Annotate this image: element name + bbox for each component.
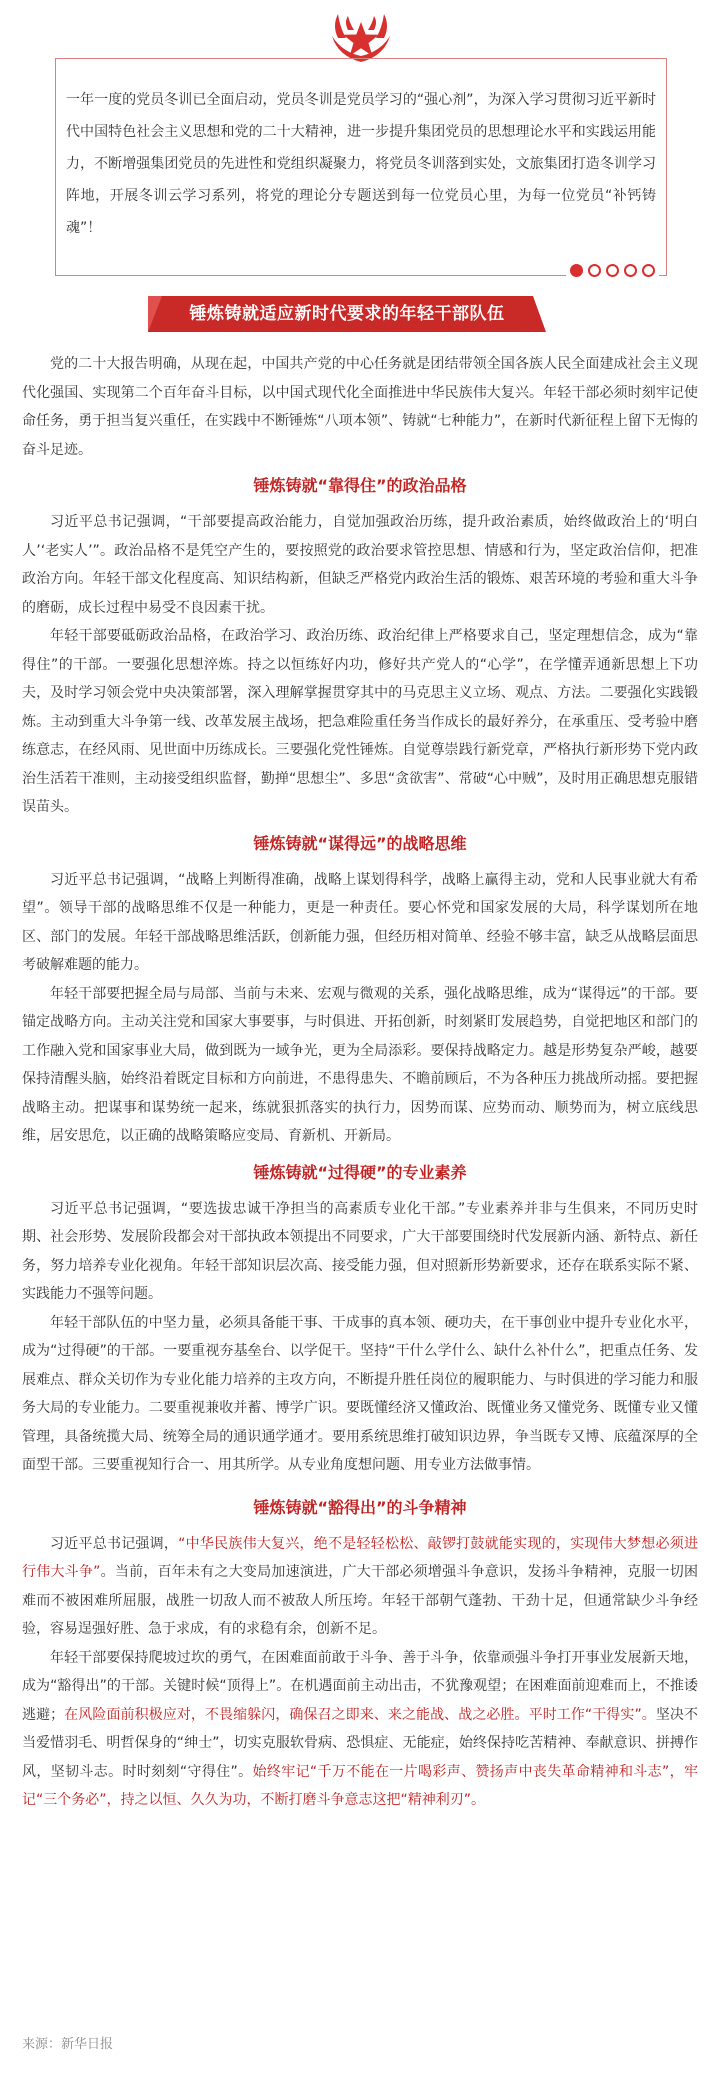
- carousel-dot-2[interactable]: [588, 264, 601, 277]
- carousel-dot-5[interactable]: [642, 264, 655, 277]
- paragraph-4b-part4: 始终牢记“千万不能在一片喝彩声、赞扬声中丧失革命精神和斗志”，牢记“三个务必”，持之以恒、久久为功，不断打磨斗争意志这把“精神利刃”。: [22, 1763, 698, 1808]
- carousel-dot-1[interactable]: [570, 264, 583, 277]
- paragraph-1b: 年轻干部要砥砺政治品格，在政治学习、政治历练、政治纪律上严格要求自己，坚定理想信念，成为“靠得住”的干部。一要强化思想淬炼。持之以恒练好内功，修好共产党人的“心学”，在学懂弄通新思想上下功夫，及时学习领会党中央决策部署，深入理解掌握贯穿其中的马克思主义立场、观点、方法。二要强化实践锻炼。主动到重大斗争第一线、改革发展主战场，把急难险重任务当作成长的最好养分，在承重压、受考验中磨练意志，在经风雨、见世面中历练成长。三要强化党性锤炼。自觉尊崇践行新党章，严格执行新形势下党内政治生活若干准则，主动接受组织监督，勤掸“思想尘”、多思“贪欲害”、常破“心中贼”，及时用正确思想克服错误苗头。: [22, 628, 698, 815]
- carousel-dots: [566, 260, 659, 282]
- paragraph-4b-part3: 坚决不当爱惜羽毛、明哲保身的“绅士”，切实克服软骨病、恐惧症、无能症，始终保持吃苦精神、奉献意识、拼搏作风，坚韧斗志。时时刻刻“守得住”。: [22, 1706, 699, 1780]
- section-heading-4: 锤炼铸就“豁得出”的斗争精神: [253, 1497, 467, 1517]
- source-credit: 来源：新华日报: [22, 2037, 114, 2052]
- intro-text: 一年一度的党员冬训已全面启动，党员冬训是党员学习的“强心剂”，为深入学习贯彻习近平新时代中国特色社会主义思想和党的二十大精神，进一步提升集团党员的思想理论水平和实践运用能力，不断增强集团党员的先进性和党组织凝聚力，将党员冬训落到实处，文旅集团打造冬训学习阵地，开展冬训云学习系列，将党的理论分专题送到每一位党员心里，为每一位党员“补钙铸魂”！: [66, 92, 656, 236]
- page-title: 锤炼铸就适应新时代要求的年轻干部队伍: [189, 304, 505, 324]
- paragraph-4a-quote: “中华民族伟大复兴，绝不是轻轻松松、敲锣打鼓就能实现的，实现伟大梦想必须进行伟大斗争”: [22, 1535, 698, 1580]
- paragraph-1a: 习近平总书记强调，“干部要提高政治能力，自觉加强政治历练，提升政治素质，始终做政治上的‘明白人’‘老实人’”。政治品格不是凭空产生的，要按照党的政治要求管控思想、情感和行为，坚定政治信仰，把准政治方向。年轻干部文化程度高、知识结构新，但缺乏严格党内政治生活的锻炼、艰苦环境的考验和重大斗争的磨砺，成长过程中易受不良因素干扰。: [22, 514, 698, 616]
- paragraph-4a-rest: 。当前，百年未有之大变局加速演进，广大干部必须增强斗争意识，发扬斗争精神，克服一切困难而不被困难所屈服，战胜一切敌人而不被敌人所压垮。年轻干部朝气蓬勃、干劲十足，但通常缺少斗争经验，容易逞强好胜、急于求成，有的求稳有余，创新不足。: [22, 1564, 698, 1637]
- article-body: [22, 350, 698, 1815]
- paragraph-3a: 习近平总书记强调，“要选拔忠诚干净担当的高素质专业化干部。”专业素养并非与生俱来，不同历史时期、社会形势、发展阶段都会对干部执政本领提出不同要求，广大干部要围绕时代发展新内涵、新特点、新任务，努力培养专业化视角。年轻干部知识层次高、接受能力强，但对照新形势新要求，还存在联系实际不紧、实践能力不强等问题。: [22, 1200, 698, 1302]
- paragraph-4a: [22, 1530, 698, 1644]
- paragraph-4b: [22, 1644, 698, 1815]
- paragraph-intro: 党的二十大报告明确，从现在起，中国共产党的中心任务就是团结带领全国各族人民全面建成社会主义现代化强国、实现第二个百年奋斗目标，以中国式现代化全面推进中华民族伟大复兴。年轻干部必须时刻牢记使命任务，勇于担当复兴重任，在实践中不断锤炼“八项本领”、铸就“七种能力”，在新时代新征程上留下无悔的奋斗足迹。: [22, 356, 698, 458]
- carousel-dot-3[interactable]: [606, 264, 619, 277]
- paragraph-4a-lead: 习近平总书记强调，: [50, 1535, 179, 1552]
- section-heading-3: 锤炼铸就“过得硬”的专业素养: [253, 1162, 467, 1182]
- paragraph-4b-part2: 在风险面前积极应对，不畏缩躲闪，确保召之即来、来之能战、战之必胜。平时工作“干得实”。: [64, 1706, 656, 1723]
- paragraph-4b-part1: 年轻干部要保持爬坡过坎的勇气，在困难面前敢于斗争、善于斗争，依靠顽强斗争打开事业发展新天地，成为“豁得出”的干部。关键时候“顶得上”。在机遇面前主动出击，不犹豫观望；在困难面前迎难而上，不推诿逃避；: [22, 1649, 698, 1723]
- carousel-dot-4[interactable]: [624, 264, 637, 277]
- paragraph-3b: 年轻干部队伍的中坚力量，必须具备能干事、干成事的真本领、硬功夫，在干事创业中提升专业化水平，成为“过得硬”的干部。一要重视夯基垒台、以学促干。坚持“干什么学什么、缺什么补什么”，把重点任务、发展难点、群众关切作为专业化能力培养的主攻方向，不断提升胜任岗位的履职能力、与时俱进的学习能力和服务大局的专业能力。二要重视兼收并蓄、博学广识。要既懂经济又懂政治、既懂业务又懂党务、既懂专业又懂管理，具备统揽大局、统筹全局的通识通学通才。要用系统思维打破知识边界，争当既专又博、底蕴深厚的全面型干部。三要重视知行合一、用其所学。从专业角度想问题、用专业方法做事情。: [22, 1314, 698, 1473]
- section-heading-2: 锤炼铸就“谋得远”的战略思维: [253, 833, 467, 853]
- star-emblem-icon: [318, 8, 404, 64]
- paragraph-2b: 年轻干部要把握全局与局部、当前与未来、宏观与微观的关系，强化战略思维，成为“谋得远”的干部。要锚定战略方向。主动关注党和国家大事要事，与时俱进、开拓创新，时刻紧盯发展趋势，自觉把地区和部门的工作融入党和国家事业大局，做到既为一域争光，更为全局添彩。要保持战略定力。越是形势复杂严峻，越要保持清醒头脑，始终沿着既定目标和方向前进，不患得患失、不瞻前顾后，不为各种压力挑战所动摇。要把握战略主动。把谋事和谋势统一起来，练就狠抓落实的执行力，因势而谋、应势而动、顺势而为，树立底线思维，居安思危，以正确的战略策略应变局、育新机、开新局。: [22, 985, 698, 1144]
- paragraph-2a: 习近平总书记强调，“战略上判断得准确，战略上谋划得科学，战略上赢得主动，党和人民事业就大有希望”。领导干部的战略思维不仅是一种能力，更是一种责任。要心怀党和国家发展的大局，科学谋划所在地区、部门的发展。年轻干部战略思维活跃，创新能力强，但经历相对简单、经验不够丰富，缺乏从战略层面思考破解难题的能力。: [22, 871, 698, 973]
- section-heading-1: 锤炼铸就“靠得住”的政治品格: [253, 476, 467, 495]
